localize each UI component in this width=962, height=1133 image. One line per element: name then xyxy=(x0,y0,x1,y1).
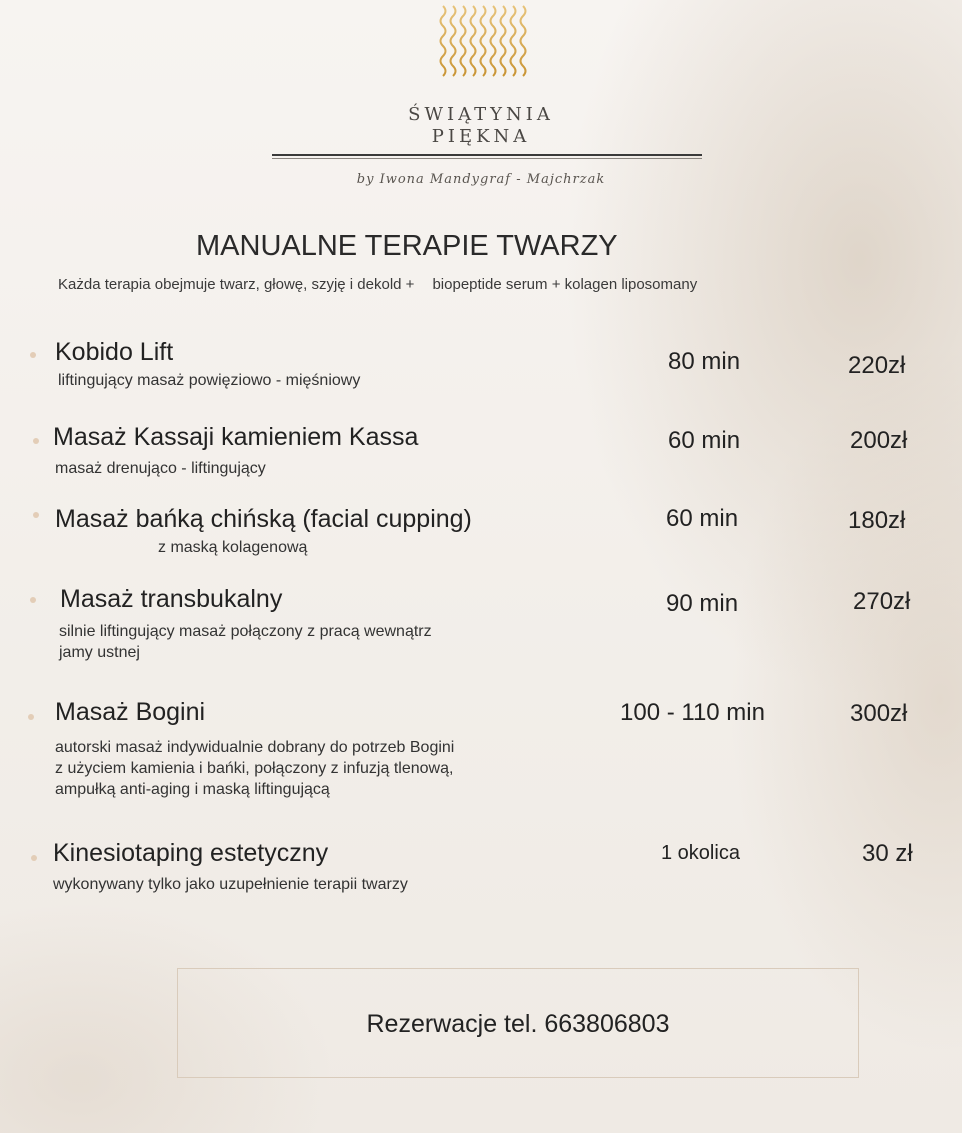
service-name: Masaż Bogini xyxy=(55,698,206,726)
service-price: 200zł xyxy=(850,427,908,454)
bullet-icon xyxy=(33,512,39,518)
brand-signature: by Iwona Mandygraf - Majchrzak xyxy=(356,172,606,187)
service-duration: 60 min xyxy=(666,505,739,532)
service-description-line: z użyciem kamienia i bańki, połączony z infuzją tlenową, xyxy=(55,760,454,777)
subtitle-part-a: Każda terapia obejmuje twarz, głowę, szyję i dekold + xyxy=(58,276,415,293)
brand-line-2: PIĘKNA xyxy=(431,126,531,147)
bullet-icon xyxy=(31,855,37,861)
service-description: wykonywany tylko jako uzupełnienie terapii twarzy xyxy=(53,876,408,893)
page-title: MANUALNE TERAPIE TWARZY xyxy=(196,230,618,262)
service-price: 220zł xyxy=(848,352,906,379)
service-price: 180zł xyxy=(848,507,906,534)
service-duration: 90 min xyxy=(666,590,739,617)
reservation-phone: Rezerwacje tel. 663806803 xyxy=(366,1010,670,1038)
logo-waves-icon xyxy=(437,4,529,82)
service-duration: 80 min xyxy=(668,348,741,375)
bullet-icon xyxy=(33,438,39,444)
bullet-icon xyxy=(30,352,36,358)
service-description-line: silnie liftingujący masaż połączony z pracą wewnątrz xyxy=(59,623,432,640)
service-price: 270zł xyxy=(853,588,911,615)
brand-name xyxy=(0,104,962,148)
service-description-line: autorski masaż indywidualnie dobrany do potrzeb Bogini xyxy=(55,739,455,756)
bullet-icon xyxy=(28,714,34,720)
page-subtitle xyxy=(58,276,878,293)
service-description xyxy=(59,621,432,663)
service-description-line: ampułką anti-aging i maską liftingującą xyxy=(55,781,330,798)
service-description: z maską kolagenową xyxy=(158,539,308,556)
service-description xyxy=(55,737,454,800)
service-name: Kobido Lift xyxy=(55,338,174,366)
service-duration: 1 okolica xyxy=(661,842,740,864)
subtitle-part-b: biopeptide serum + kolagen liposomany xyxy=(432,276,698,293)
brand-divider xyxy=(272,154,702,156)
service-price: 30 zł xyxy=(862,840,913,867)
service-description: liftingujący masaż powięziowo - mięśniowy xyxy=(58,372,361,389)
service-name: Masaż Kassaji kamieniem Kassa xyxy=(53,423,419,451)
service-duration: 100 - 110 min xyxy=(620,699,765,726)
service-name: Masaż bańką chińską (facial cupping) xyxy=(55,505,472,533)
service-price: 300zł xyxy=(850,700,908,727)
brand-line-1: ŚWIĄTYNIA xyxy=(408,104,554,125)
service-description-line: jamy ustnej xyxy=(59,644,140,661)
service-name: Kinesiotaping estetyczny xyxy=(53,839,329,867)
service-description: masaż drenująco - liftingujący xyxy=(55,460,266,477)
service-name: Masaż transbukalny xyxy=(60,585,283,613)
service-duration: 60 min xyxy=(668,427,741,454)
bullet-icon xyxy=(30,597,36,603)
